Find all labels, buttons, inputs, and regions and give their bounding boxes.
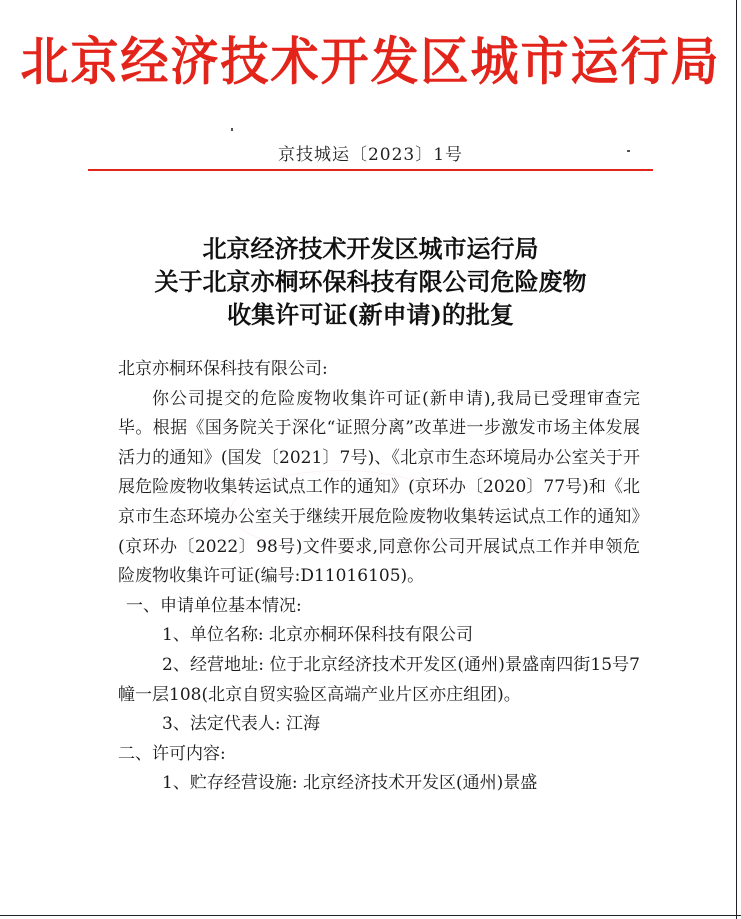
section-heading-2: 二、许可内容: bbox=[118, 743, 226, 764]
list-item: 3、法定代表人: 江海 bbox=[162, 714, 320, 735]
salutation: 北京亦桐环保科技有限公司: bbox=[118, 359, 328, 379]
list-item: 1、单位名称: 北京亦桐环保科技有限公司 bbox=[162, 625, 473, 646]
paragraph-main: 你公司提交的危险废物收集许可证(新申请),我局已受理审查完毕。根据《国务院关于深化“证照分离”改革进一步激发市场主体发展活力的通知》(国发〔2021〕7号)、《北京市生态环境局办公室关于开展危险废物收集转运试点工作的通知》(京环办〔2020〕77号)和《北京市生态环境办公室关于继续开展危险废物收集转运试点工作的通知》(京环办〔2022〕98号)文件要求,同意你公司开展试点工作并申领危险废物收集许可证(编号:D11016105)。 bbox=[118, 388, 640, 587]
list-item: 1、贮存经营设施: 北京经济技术开发区(通州)景盛 bbox=[162, 773, 538, 794]
red-divider-line bbox=[88, 169, 653, 171]
title-line-3: 收集许可证(新申请)的批复 bbox=[227, 300, 514, 329]
section-heading-1: 一、申请单位基本情况: bbox=[126, 595, 302, 616]
document-body bbox=[118, 355, 640, 799]
scan-speck bbox=[231, 128, 233, 131]
list-item: 2、经营地址: 位于北京经济技术开发区(通州)景盛南四街15号7幢一层108(北京自贸实验区高端产业片区亦庄组团)。 bbox=[118, 654, 640, 705]
title-line-2: 关于北京亦桐环保科技有限公司危险废物 bbox=[154, 267, 587, 296]
document-title bbox=[0, 232, 741, 331]
page-border-bottom bbox=[0, 915, 741, 916]
document-number: 京技城运〔2023〕1号 bbox=[277, 145, 464, 165]
title-line-1: 北京经济技术开发区城市运行局 bbox=[202, 234, 539, 263]
page-border-right bbox=[736, 0, 737, 919]
masthead-title: 北京经济技术开发区城市运行局 bbox=[20, 31, 721, 93]
